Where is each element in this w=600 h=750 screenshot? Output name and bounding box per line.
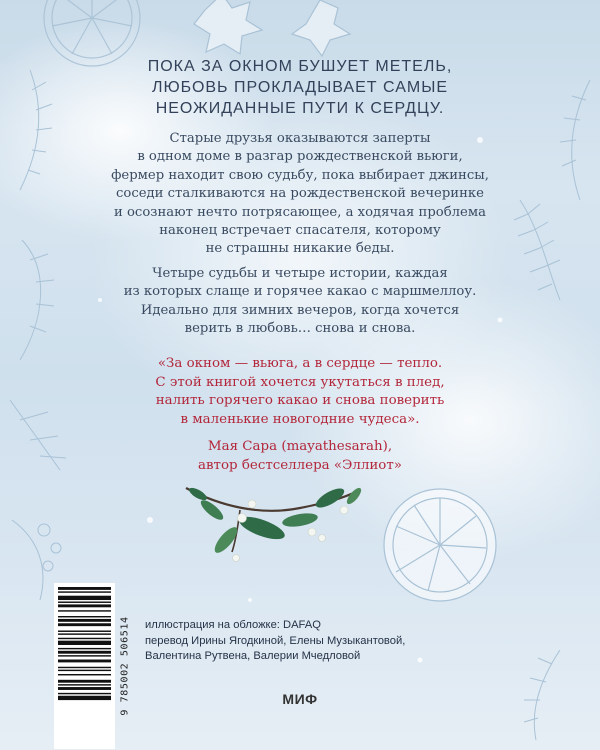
barcode-bar [58,684,111,685]
translation-credit: Валентина Рутвена, Валерии Мчедловой [145,650,361,662]
barcode-bar [58,655,111,656]
credits [145,618,465,665]
quote-line: в маленькие новогодние чудеса». [180,411,420,427]
headline-line: ЛЮБОВЬ ПРОКЛАДЫВАЕТ САМЫЕ [151,79,449,96]
barcode-number [118,583,132,749]
quote-author: Мая Сара (mayathesarah), [207,439,393,454]
barcode-bar [58,591,111,592]
description-paragraph [80,265,520,339]
paragraph-line: верить в любовь… снова и снова. [184,321,416,337]
barcode-bar [58,596,111,600]
barcode-bar [58,651,111,654]
barcode-bar [58,602,111,603]
barcode-bar [58,696,111,700]
barcode-bar [58,687,111,690]
barcode-bar [58,587,111,590]
lemon-slice-icon [384,489,496,601]
headline-line: НЕОЖИДАННЫЕ ПУТИ К СЕРДЦУ. [155,100,445,117]
paragraph-line: Старые друзья оказываются заперты [169,131,431,146]
quote-author-title: автор бестселлера «Эллиот» [198,457,402,473]
paragraph-line: из которых слаще и горячее какао с маршмеллоу. [123,284,477,300]
barcode-bar [58,670,111,671]
review-quote [80,355,520,429]
illustration-credit: иллюстрация на обложке: DAFAQ [145,619,321,631]
quote-attribution [80,438,520,475]
mistletoe-icon [186,485,363,562]
pine-branch-icon [514,80,590,740]
publisher-logo-text: МИФ [282,691,318,707]
barcode-bar [58,619,111,622]
paragraph-line: Идеально для зимних вечеров, когда хочется [140,302,460,318]
barcode-bar [58,631,111,632]
paragraph-line: наконец встречает спасателя, которому [159,223,441,239]
paragraph-line: в одном доме в разгар рождественской вьюги, [137,149,463,165]
paragraph-line: соседи сталкиваются на рождественской вечеринке [116,186,484,202]
translation-credit: перевод Ирины Ягодкиной, Елены Музыкантовой, [145,634,406,647]
barcode-bar [58,604,111,607]
publisher-logo [268,691,332,707]
headline-line: ПОКА ЗА ОКНОМ БУШУЕТ МЕТЕЛЬ, [147,58,453,75]
branch-icon [10,70,66,600]
isbn-text: 9 785002 506514 [119,616,131,716]
quote-line: С этой книгой хочется укутаться в плед, [155,374,445,390]
barcode-bar [58,693,111,694]
paragraph-line: не страшны никакие беды. [205,241,395,257]
holly-leaf-icon [194,0,350,56]
barcode-bar [58,633,111,634]
barcode-bar [58,616,111,617]
barcode-bar [58,667,111,668]
barcode-bar [58,638,111,639]
barcode-bar [58,680,111,683]
barcode-bar [58,610,111,611]
barcode-bar [58,641,111,645]
paragraph-line: фермер находит свою судьбу, пока выбирает джинсы, [111,167,489,183]
barcode-bar [58,648,111,649]
barcode-bar [58,660,111,663]
headline [70,56,530,119]
paragraph-line: и осознают нечто потрясающее, а ходячая проблема [114,204,486,220]
description-paragraph [80,130,520,259]
paragraph-line: Четыре судьбы и четыре истории, каждая [152,266,448,281]
quote-line: «За окном — вьюга, а в сердце — тепло. [157,356,443,371]
barcode [54,583,115,749]
barcode-bar [58,674,111,675]
quote-line: налить горячего какао и снова поверить [155,393,445,409]
barcode-bar [58,623,111,626]
